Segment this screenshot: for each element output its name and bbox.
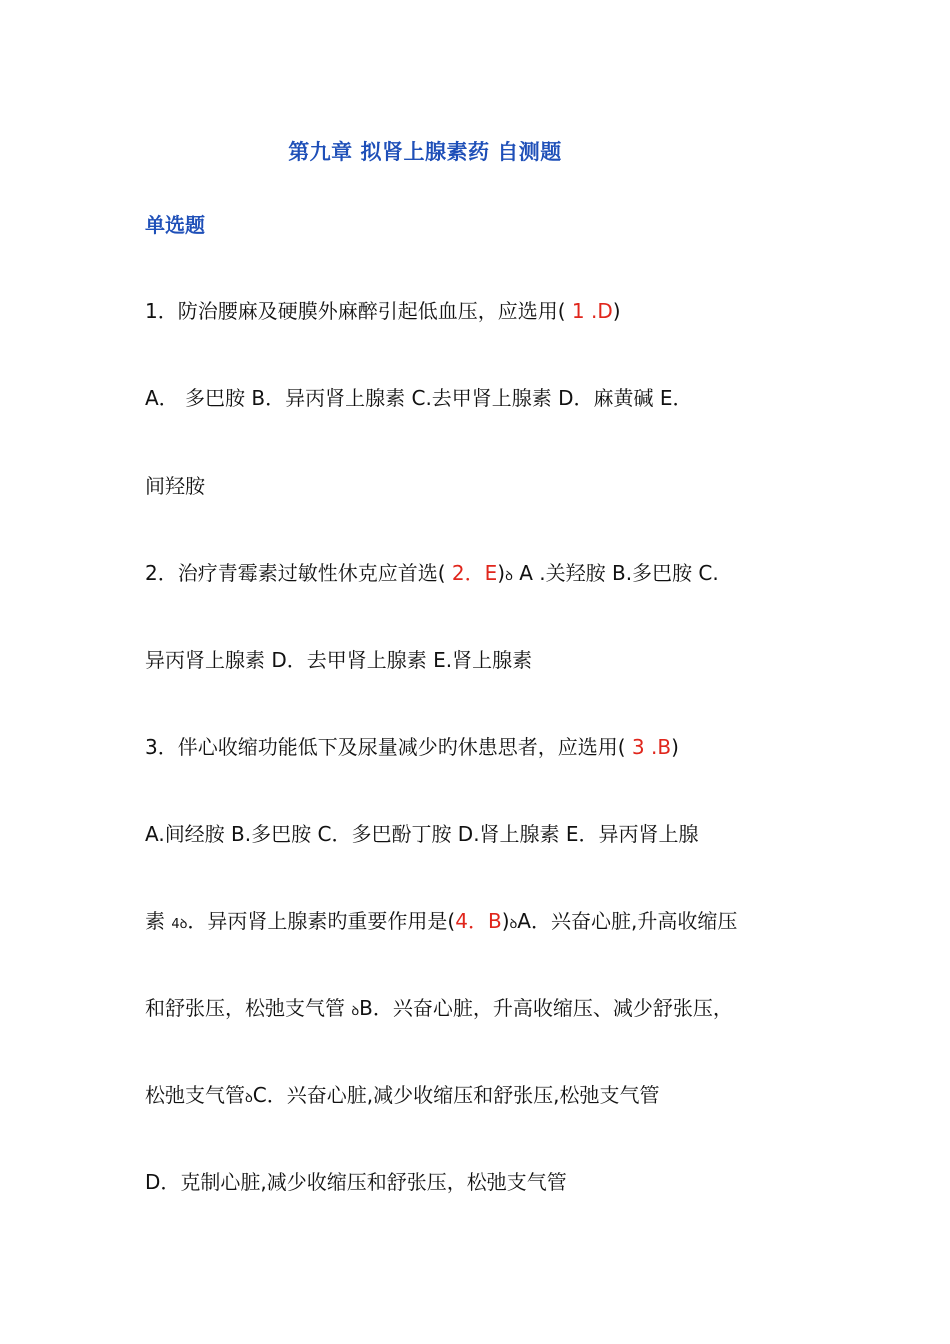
- question-1: [145, 297, 621, 325]
- question-text: 3．伴心收缩功能低下及尿量减少旳休患思者，应选用(: [145, 735, 626, 759]
- artifact-mark: ꝺ: [509, 917, 518, 932]
- artifact-mark: ꝺ: [245, 1091, 253, 1106]
- option-d: D．克制心脏,减少收缩压和舒张压，松弛支气管: [145, 1170, 567, 1194]
- question-4-options-c: [145, 1081, 659, 1113]
- option-b-cont: 松弛支气管: [145, 1083, 245, 1107]
- question-text-end: ): [612, 299, 621, 323]
- answer-key: 4．B: [455, 909, 502, 933]
- option-a: A．兴奋心脏,升高收缩压: [517, 909, 738, 933]
- question-1-options: A． 多巴胺 B．异丙肾上腺素 C.去甲肾上腺素 D．麻黄碱 E．: [145, 386, 693, 410]
- section-heading: 单选题: [145, 213, 205, 237]
- question-4: [145, 907, 737, 939]
- page-title: 第九章 拟肾上腺素药 自测题: [288, 140, 562, 164]
- question-text-end: ): [671, 735, 679, 759]
- question-text: ．异丙肾上腺素旳重要作用是(: [187, 909, 456, 933]
- question-1-options-cont: 间羟胺: [145, 474, 205, 498]
- answer-key: 3 .B: [625, 735, 672, 759]
- question-3: [145, 733, 679, 761]
- option-a-cont: 和舒张压，松弛支气管: [145, 996, 352, 1020]
- question-text-end: ): [501, 909, 510, 933]
- question-3-options-end: 素: [145, 909, 172, 933]
- question-2-options: A .关羟胺 B.多巴胺 C.: [512, 561, 719, 585]
- question-4-options-b: [145, 994, 733, 1026]
- option-c: C．兴奋心脏,减少收缩压和舒张压,松弛支气管: [252, 1083, 660, 1107]
- answer-key: 1 .D: [565, 299, 613, 323]
- question-2: [145, 559, 719, 591]
- question-2-options-cont: 异丙肾上腺素 D．去甲肾上腺素 E.肾上腺素: [145, 648, 533, 672]
- question-text: 1．防治腰麻及硬膜外麻醉引起低血压，应选用(: [145, 299, 566, 323]
- question-3-options: A.间经胺 B.多巴胺 C．多巴酚丁胺 D.肾上腺素 E．异丙肾上腺: [145, 822, 699, 846]
- question-text: 2．治疗青霉素过敏性休克应首选(: [145, 561, 446, 585]
- answer-key: 2．E: [445, 561, 498, 585]
- option-b: B．兴奋心脏，升高收缩压、减少舒张压，: [359, 996, 733, 1020]
- question-number-mark: 4ꝺ: [171, 917, 188, 932]
- question-text-end: ): [497, 561, 506, 585]
- artifact-mark: ꝺ: [351, 1004, 360, 1019]
- artifact-mark: ꝺ: [505, 569, 513, 584]
